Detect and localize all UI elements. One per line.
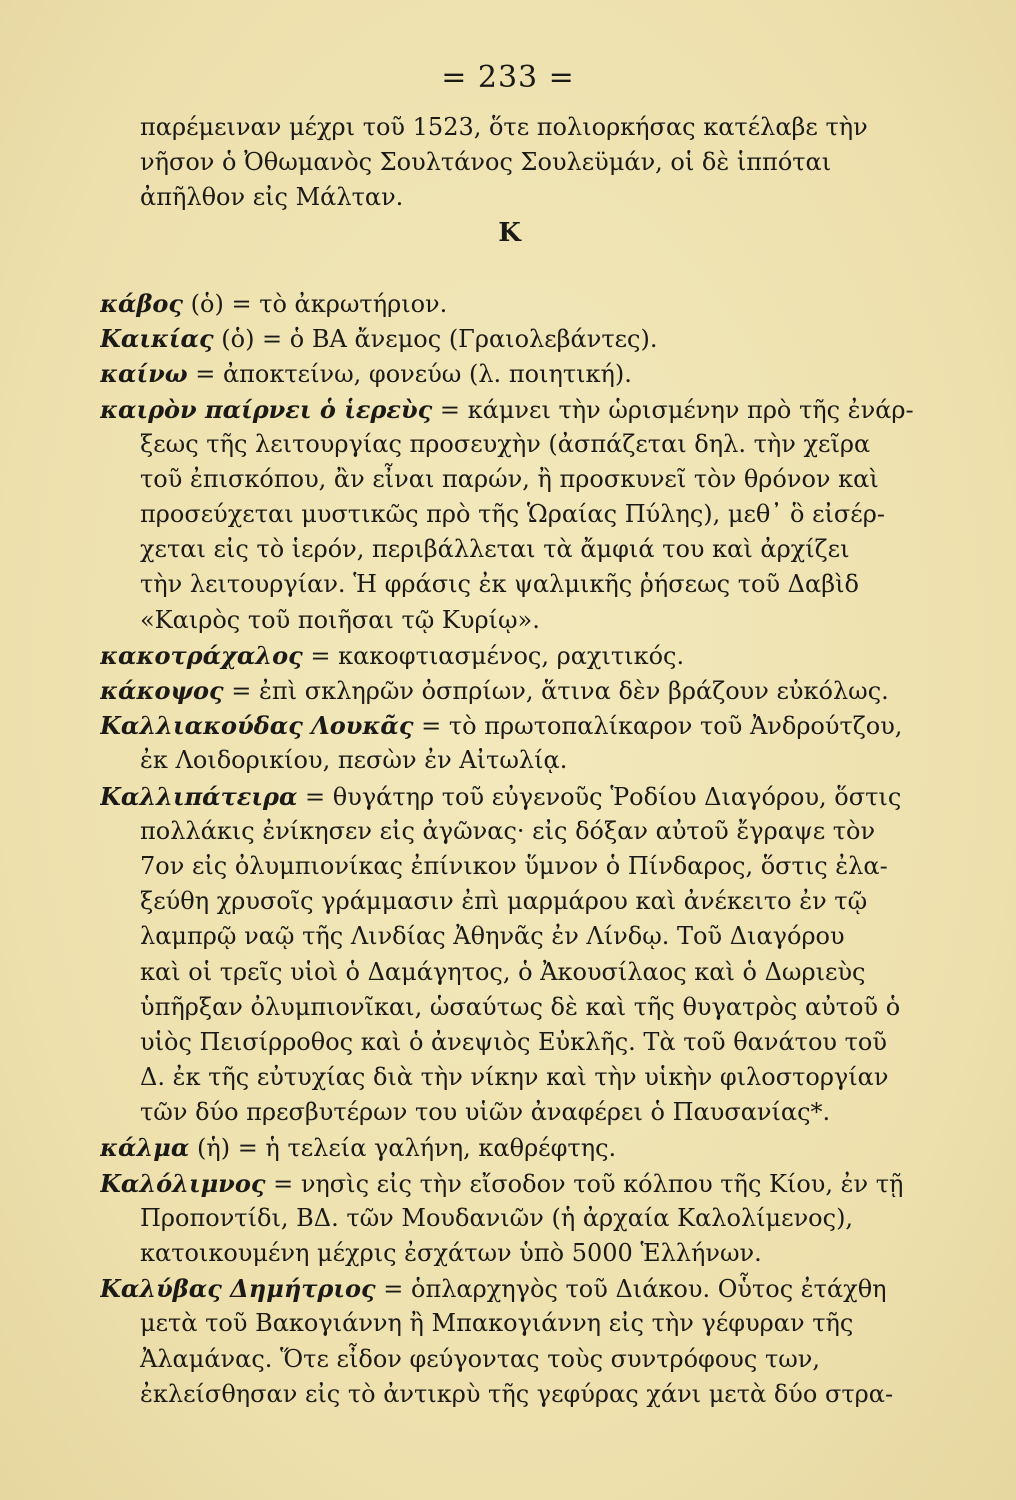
line-text: = ὁπλαρχηγὸς τοῦ Διάκου. Οὗτος ἐτάχθη [375, 1275, 887, 1304]
line-text: λαμπρῷ ναῷ τῆς Λινδίας Ἀθηνᾶς ἐν Λίνδῳ. Τοῦ Διαγόρου [140, 922, 845, 951]
spacer [100, 251, 920, 286]
text-line [100, 955, 920, 990]
line-text: 7ον εἰς ὀλυμπιονίκας ἐπίνικον ὕμνον ὁ Πίνδαρος, ὅστις ἐλα- [140, 851, 888, 880]
line-text: ἀπῆλθον εἰς Μάλταν. [140, 183, 404, 212]
entry-line [100, 286, 920, 321]
text-line [100, 884, 920, 919]
text-line [100, 1201, 920, 1236]
line-text: (ὁ) = τὸ ἀκρωτήριον. [183, 289, 448, 318]
entry-headword: καιρὸν παίρνει ὁ ἱερεὺς [100, 394, 433, 424]
text-line [100, 1025, 920, 1060]
entry-headword: κακοτράχαλος [100, 640, 303, 670]
line-text: μετὰ τοῦ Βακογιάννη ἢ Μπακογιάννη εἰς τὴν γέφυραν τῆς [140, 1309, 854, 1338]
entry-headword: Καλλιπάτειρα [100, 781, 298, 811]
line-text: (ὁ) = ὁ ΒΑ ἄνεμος (Γραιολεβάντες). [213, 325, 658, 354]
text-line [100, 180, 920, 215]
line-text: τοῦ ἐπισκόπου, ἂν εἶναι παρών, ἢ προσκυνεῖ τὸν θρόνον καὶ [140, 464, 879, 493]
line-text: τὴν λειτουργίαν. Ἡ φράσις ἐκ ψαλμικῆς ῥήσεως τοῦ Δαβὶδ [140, 570, 859, 599]
line-text: ξεως τῆς λειτουργίας προσευχὴν (ἀσπάζεται δηλ. τὴν χεῖρα [140, 429, 871, 458]
entry-line [100, 321, 920, 356]
line-text: Δ. ἐκ τῆς εὐτυχίας διὰ τὴν νίκην καὶ τὴν υἱκὴν φιλοστοργίαν [140, 1063, 889, 1092]
line-text: (ἡ) = ἡ τελεία γαλήνη, καθρέφτης. [189, 1134, 617, 1163]
line-text: ἐκλείσθησαν εἰς τὸ ἀντικρὺ τῆς γεφύρας χάνι μετὰ δύο στρα- [140, 1379, 894, 1408]
text-line [100, 1095, 920, 1130]
line-text: καὶ οἱ τρεῖς υἱοὶ ὁ Δαμάγητος, ὁ Ἀκουσίλαος καὶ ὁ Δωριεὺς [140, 957, 866, 986]
entry-line [100, 779, 920, 814]
line-text: = ἐπὶ σκληρῶν ὀσπρίων, ἅτινα δὲν βράζουν εὐκόλως. [223, 677, 889, 705]
line-text: = νησὶς εἰς τὴν εἴσοδον τοῦ κόλπου τῆς Κίου, ἐν τῇ [265, 1169, 904, 1198]
line-text: χεται εἰς τὸ ἱερόν, περιβάλλεται τὰ ἄμφιά του καὶ ἀρχίζει [140, 535, 850, 564]
entry-line [100, 1166, 920, 1201]
line-text: ἐκ Λοιδορικίου, πεσὼν ἐν Αἰτωλίᾳ. [140, 746, 568, 775]
line-text: = κάμνει τὴν ὡρισμένην πρὸ τῆς ἐνάρ- [432, 395, 914, 424]
text-line [100, 1236, 920, 1271]
section-letter [100, 216, 920, 251]
line-text: ὑπῆρξαν ὀλυμπιονῖκαι, ὡσαύτως δὲ καὶ τῆς θυγατρὸς αὐτοῦ ὁ [140, 992, 901, 1021]
entry-headword: καίνω [100, 359, 188, 389]
entry-headword: Καικίας [100, 324, 214, 354]
text-line [100, 427, 920, 462]
text-line [100, 1377, 920, 1412]
entry-line [100, 1271, 920, 1306]
entry-headword: κάκοψος [100, 676, 224, 705]
entry-headword: Καλλιακούδας Λουκᾶς [100, 711, 414, 741]
dictionary-text [100, 110, 920, 1412]
text-line [100, 1060, 920, 1095]
entry-line [100, 1130, 920, 1165]
entry-headword: Καλόλιμνος [100, 1168, 266, 1198]
text-line [100, 497, 920, 532]
line-text: = θυγάτηρ τοῦ εὐγενοῦς Ῥοδίου Διαγόρου, ὅστις [297, 782, 902, 811]
text-line [100, 849, 920, 884]
text-line [100, 919, 920, 954]
text-line [100, 990, 920, 1025]
text-line [100, 1306, 920, 1341]
text-line [100, 743, 920, 778]
text-line [100, 110, 920, 145]
text-line [100, 603, 920, 638]
line-text: = τὸ πρωτοπαλίκαρον τοῦ Ἀνδρούτζου, [413, 712, 903, 741]
line-text: κατοικουμένη μέχρις ἐσχάτων ὑπὸ 5000 Ἑλλήνων. [140, 1239, 762, 1267]
line-text: τῶν δύο πρεσβυτέρων του υἱῶν ἀναφέρει ὁ Παυσανίας*. [140, 1098, 831, 1127]
line-text: ξεύθη χρυσοῖς γράμμασιν ἐπὶ μαρμάρου καὶ ἀνέκειτο ἐν τῷ [140, 887, 868, 916]
entry-headword: Καλύβας Δημήτριος [100, 1274, 376, 1304]
line-text: υἱὸς Πεισίρροθος καὶ ὁ ἀνεψιὸς Εὐκλῆς. Τὰ τοῦ θανάτου τοῦ [140, 1027, 887, 1056]
entry-line [100, 673, 920, 708]
line-text: «Καιρὸς τοῦ ποιῆσαι τῷ Κυρίῳ». [140, 605, 540, 634]
text-line [100, 1342, 920, 1377]
line-text: Ἀλαμάνας. Ὅτε εἶδον φεύγοντας τοὺς συντρόφους των, [140, 1344, 821, 1373]
line-text: πολλάκις ἐνίκησεν εἰς ἀγῶνας· εἰς δόξαν αὐτοῦ ἔγραψε τὸν [140, 816, 876, 845]
text-line [100, 462, 920, 497]
entry-line [100, 708, 920, 743]
entry-headword: κάλμα [100, 1133, 190, 1163]
entry-headword: κάβος [100, 288, 184, 318]
line-text: παρέμειναν μέχρι τοῦ 1523, ὅτε πολιορκήσας κατέλαβε τὴν [140, 113, 868, 141]
entry-line [100, 392, 920, 427]
page-number: = 233 = [441, 60, 575, 95]
text-line [100, 145, 920, 180]
line-text: προσεύχεται μυστικῶς πρὸ τῆς Ὡραίας Πύλης), μεθ᾽ ὃ εἰσέρ- [140, 500, 885, 529]
line-text: Προποντίδι, ΒΔ. τῶν Μουδανιῶν (ἡ ἀρχαία Καλολίμενος), [140, 1203, 854, 1232]
line-text: = κακοφτιασμένος, ραχιτικός. [302, 641, 685, 670]
entry-line [100, 638, 920, 673]
line-text: νῆσον ὁ Ὀθωμανὸς Σουλτάνος Σουλεϋμάν, οἱ δὲ ἱππόται [140, 148, 832, 177]
line-text: = ἀποκτείνω, φονεύω (λ. ποιητική). [187, 360, 632, 389]
text-line [100, 567, 920, 602]
entry-line [100, 356, 920, 391]
line-text: Κ [498, 217, 522, 248]
text-line [100, 814, 920, 849]
text-line [100, 532, 920, 567]
